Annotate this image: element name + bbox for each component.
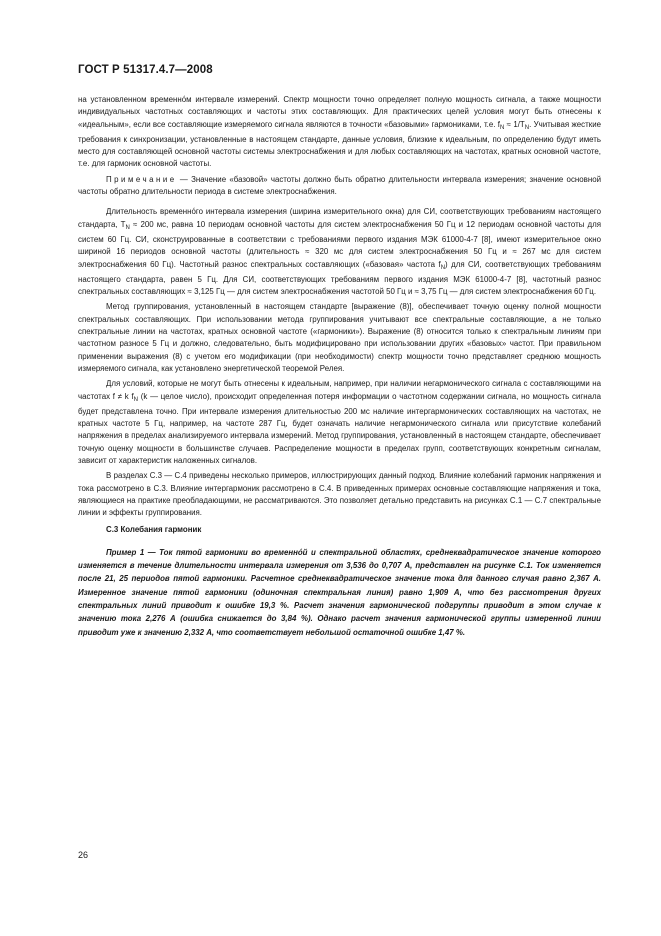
note-label: Примечание xyxy=(106,174,177,184)
paragraph-grouping-method: Метод группирования, установленный в настоящем стандарте [выражение (8)], обеспечивает точную оценку полной мощности спектральных составляющих. При использовании метода группирования учитывают все спектральные составляющие, а не только спектральные линии на частотах, кратных основной частоте («гармоники»). Выражение (8) относится только к спектральным линиям при частотном разносе 5 Гц и должно, следовательно, быть модифицировано при использовании других «базовых» частот. При правильном применении выражения (8) с учетом его модификации (при необходимости) спектр мощности точно представляет среднюю мощность измеряемого сигнала, как установлено энергетической теоремой Релея. xyxy=(78,302,601,373)
paragraph-non-ideal-conditions: Для условий, которые не могут быть отнесены к идеальным, например, при наличии негармонического сигнала с составляющими на частотах f ≠ k $f_N$ (k — целое число), происходит определенная потеря информации о частотном содержании сигнала, но мощность сигнала будет представлена точно. При интервале измерения длительностью 200 мс наличие интергармонических составляющих на частотах, не кратных частоте 5 Гц, например, на частоте 287 Гц, будет означать наличие негармонического сигнала или присутствие колебаний напряжения в пределах анализируемого интервала измерений. Метод группирования, установленный в настоящем стандарте, обеспечивает точную оценку мощности в большинстве случаев. Распределение мощности в пределах групп, соответствующих конкретным сигналам, зависит от характеристик наложенных сигналов. xyxy=(78,379,601,466)
page-number: 26 xyxy=(78,850,89,860)
paragraph-examples-intro: В разделах С.3 — С.4 приведены несколько примеров, иллюстрирующих данный подход. Влияние колебаний гармоник напряжения и тока рассмотрено в С.3. Влияние интергармоник рассмотрено в С.4. В приведенных примерах основные составляющие напряжения и тока, являющиеся на практике преобладающими, не рассматриваются. Это позволяет детально представить на рисунках С.1 — С.7 спектральные линии и эффекты группирования. xyxy=(78,471,601,518)
document-header: ГОСТ Р 51317.4.7—2008 xyxy=(78,64,213,76)
page-body xyxy=(78,94,601,642)
paragraph-window-duration: Длительность временно́го интервала измерения (ширина измерительного окна) для СИ, соответствующих требованиям настоящего стандарта, $T_N \approx 200$ мс, равна 10 периодам основной частоты для систем электроснабжения 50 Гц и 12 периодам основной частоты для систем 60 Гц. СИ, сконструированные в соответствии с требованиями первого издания МЭК 61000-4-7 [8], имеют измерительное окно шириной 16 периодов основной частоты (длительность ≈ 320 мс для систем электроснабжения 50 Гц и ≈ 267 мс для систем электроснабжения 60 Гц). Частотный разнос спектральных составляющих («базовая» частота $f_N$) для СИ, соответствующих требованиям настоящего стандарта, равен 5 Гц. Для СИ, соответствующих требованиям первого издания МЭК 61000-4-7 [8], частотный разнос спектральных составляющих ≈ 3,125 Гц — для систем электроснабжения частотой 50 Гц и ≈ 3,75 Гц — для систем электроснабжения 60 Гц. xyxy=(78,207,601,297)
section-heading: С.3 Колебания гармоник xyxy=(106,524,202,534)
note-paragraph: Примечание — Значение «базовой» частоты должно быть обратно длительности интервала измерения; значение основной частоты обратно длительности периода в системе электроснабжения. xyxy=(78,174,601,197)
example-1: Пример 1 — Ток пятой гармоники во временно́й и спектральной областях, среднеквадратическое значение которого изменяется в течение длительности интервала измерения от 3,536 до 0,707 А, представлен на рисунке С.1. Ток изменяется после 21, 25 периодов пятой гармоники. Расчетное среднеквадратическое значение тока для данного случая равно 2,367 А. Измеренное значение пятой гармоники (одиночная спектральная линия) равно 1,909 А, что без рассмотрения других спектральных линий приводит к ошибке 19,3 %. Расчет значения гармонической подгруппы приводит в этом случае к значению тока 2,276 А (ошибка снижается до 3,84 %). Однако расчет значения гармонической группы измеренной линии приводит уже к значению 2,332 А, что соответствует небольшой остаточной ошибке 1,47 %. xyxy=(78,547,601,637)
paragraph-spectrum: на установленном временно́м интервале измерений. Спектр мощности точно определяет полную мощность сигнала, а также мощности индивидуальных частотных составляющих и частоты этих составляющих. Для практических целей условия могут быть отнесены к «идеальным», если все составляющие измеряемого сигнала являются в точности «базовыми» гармониками, т.е. $f_N \approx 1/T_N$. Учитывая жесткие требования к синхронизации, установленные в настоящем стандарте, данные условия, близкие к идеальным, по определению будут иметь место для составляющей основной частоты системы электроснабжения и для любых составляющих на частотах, кратных основной частоте, т.е. для гармоник основной частоты. xyxy=(78,95,601,169)
